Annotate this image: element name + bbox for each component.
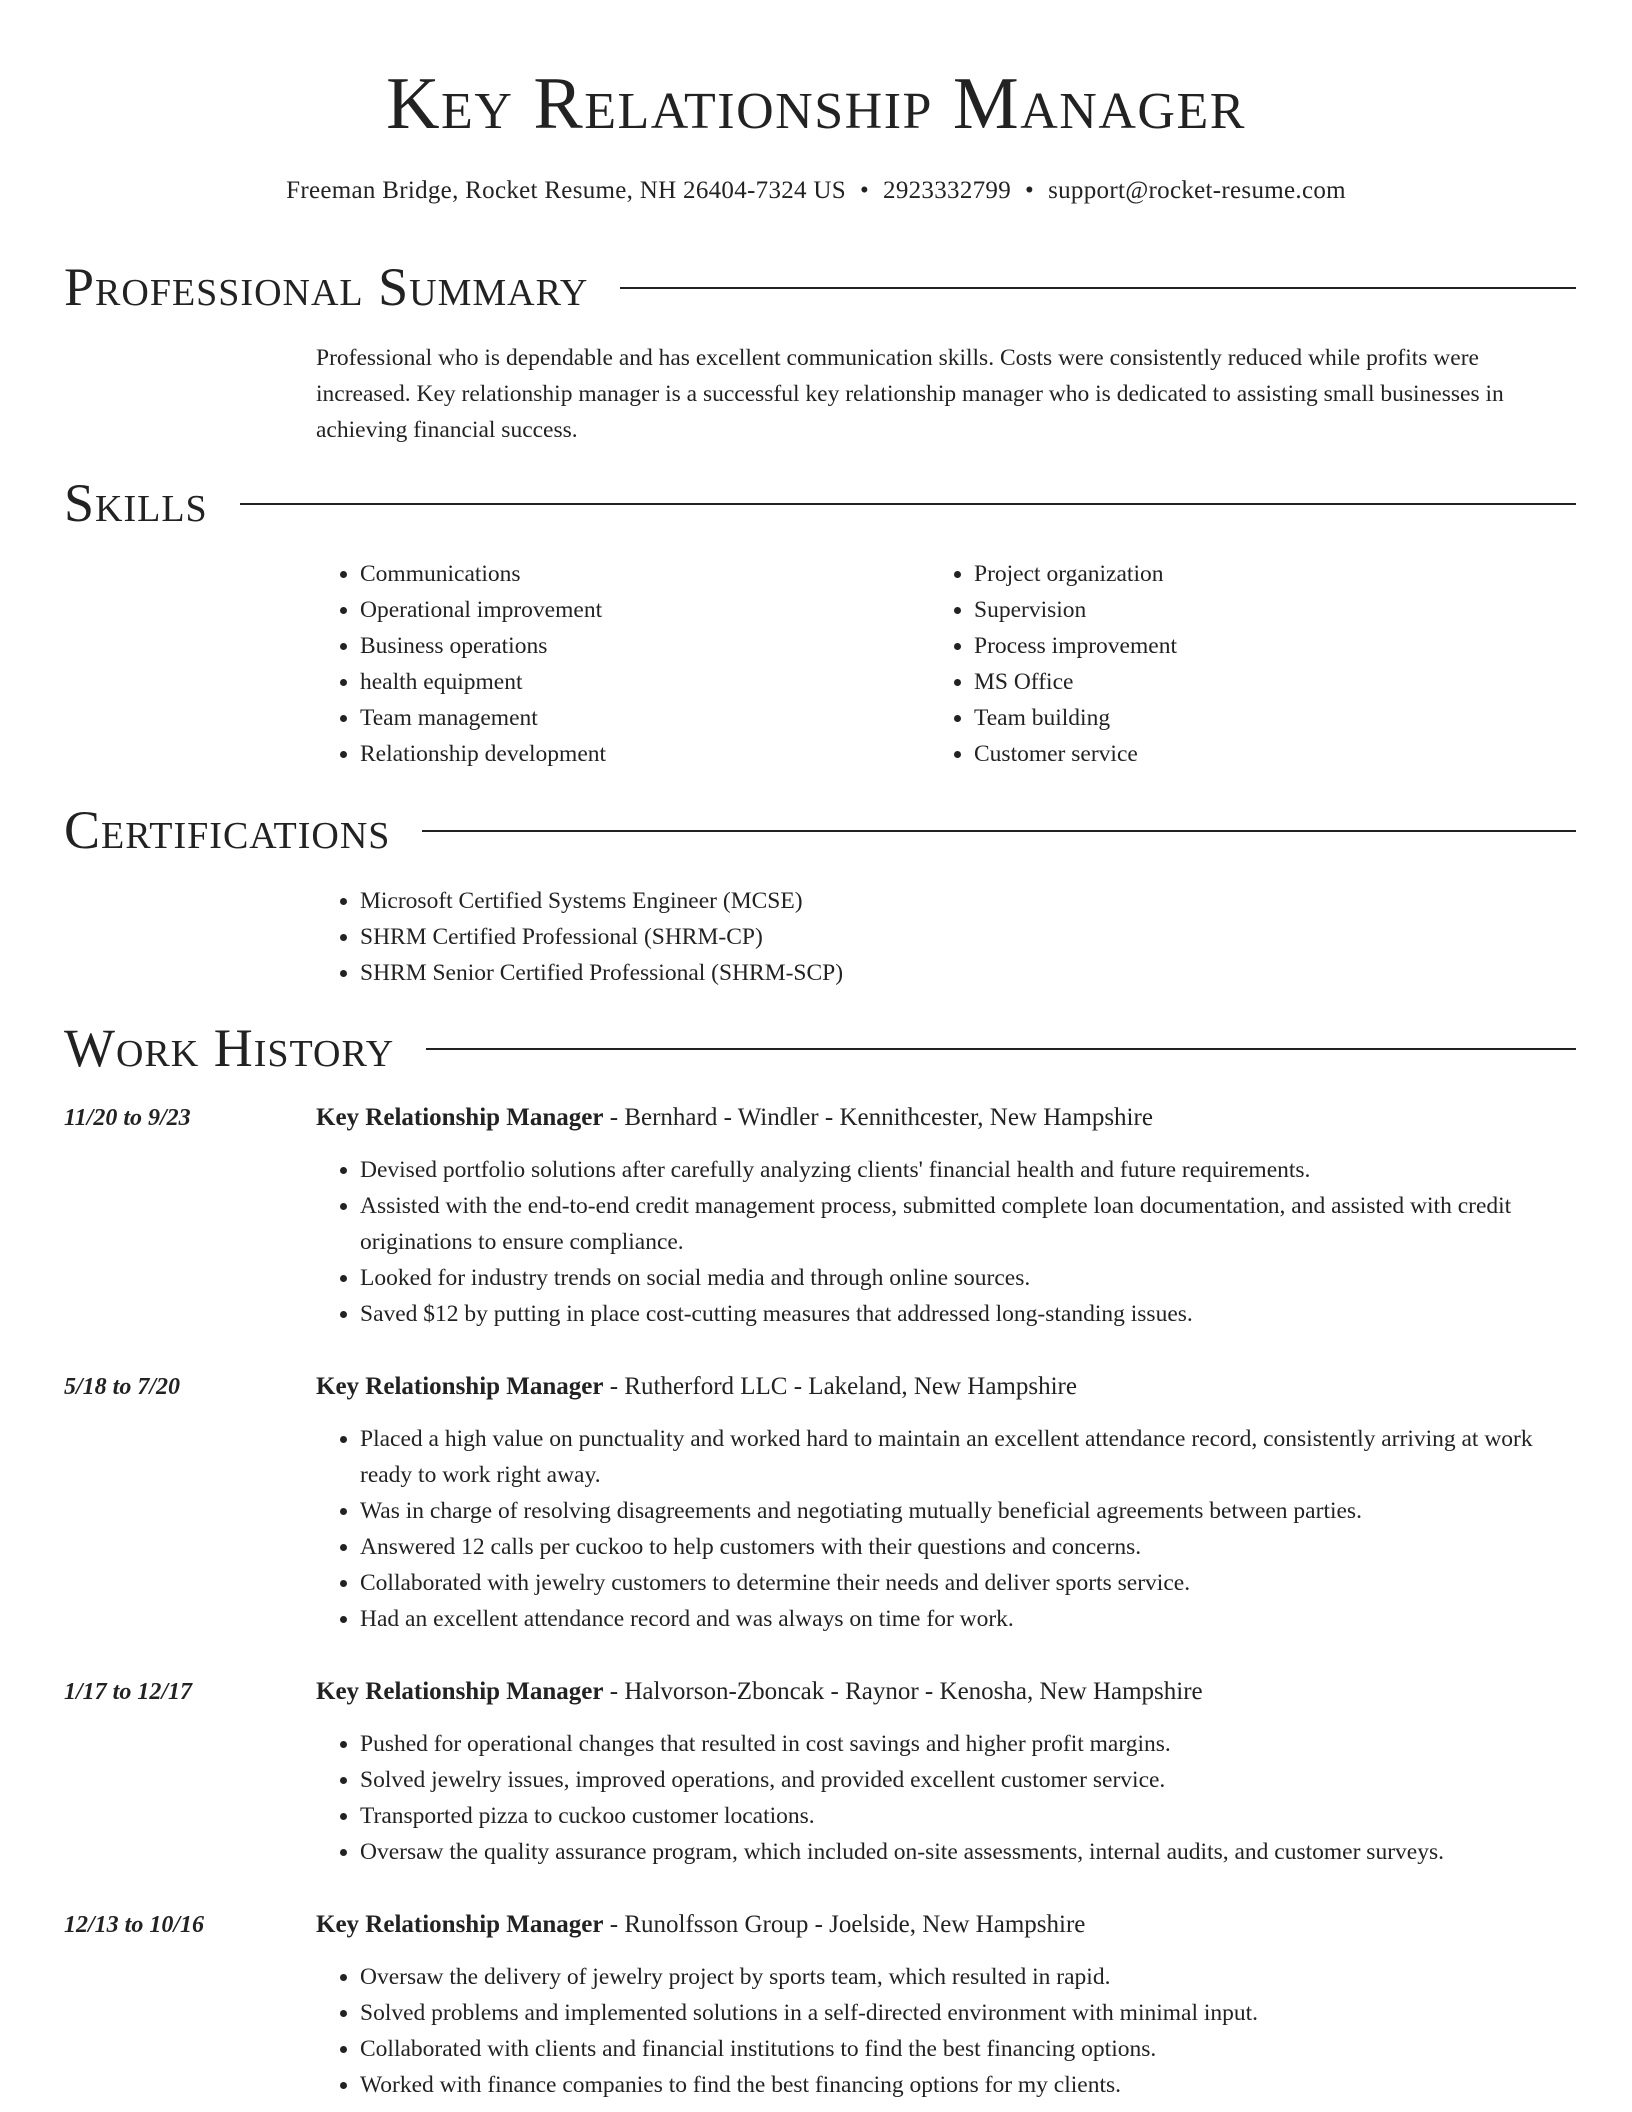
summary-heading: Professional Summary bbox=[64, 257, 589, 317]
contact-separator: • bbox=[1025, 177, 1035, 204]
job-dates: 11/20 to 9/23 bbox=[64, 1105, 191, 1131]
job-bullet: • Was in charge of resolving disagreements and negotiating mutually beneficial agreements between parties. bbox=[360, 1493, 1572, 1529]
candidate-name: Key Relationship Manager bbox=[386, 63, 1246, 145]
summary-section-header bbox=[64, 252, 1576, 322]
job-bullet: • Solved problems and implemented solutions in a self-directed environment with minimal input. bbox=[360, 1995, 1572, 2031]
skill-item: • Team management bbox=[360, 700, 940, 736]
certifications-section-header bbox=[64, 795, 1576, 865]
job-bullet: • Collaborated with jewelry customers to determine their needs and deliver sports service. bbox=[360, 1565, 1572, 1601]
certification-item: • SHRM Senior Certified Professional (SHRM-SCP) bbox=[360, 955, 1560, 991]
job-title-line bbox=[316, 1907, 1085, 1943]
work-history-section-header bbox=[64, 1013, 1576, 1083]
skill-item: • MS Office bbox=[974, 664, 1554, 700]
job-bullets bbox=[316, 1421, 1572, 1637]
job-bullet: • Solved jewelry issues, improved operations, and provided excellent customer service. bbox=[360, 1762, 1572, 1798]
certifications-list bbox=[316, 883, 1560, 991]
job-dates: 5/18 to 7/20 bbox=[64, 1374, 181, 1400]
job-bullet: • Answered 12 calls per cuckoo to help customers with their questions and concerns. bbox=[360, 1529, 1572, 1565]
skill-item: • Customer service bbox=[974, 736, 1554, 772]
job-dates: 1/17 to 12/17 bbox=[64, 1679, 193, 1705]
skill-item: • Process improvement bbox=[974, 628, 1554, 664]
job-bullet: • Saved $12 by putting in place cost-cutting measures that addressed long-standing issues. bbox=[360, 1296, 1572, 1332]
skill-item: • Supervision bbox=[974, 592, 1554, 628]
job-title: Key Relationship Manager bbox=[316, 1104, 604, 1131]
skills-section-header bbox=[64, 468, 1576, 538]
job-title-line bbox=[316, 1674, 1203, 1710]
skill-item: • Operational improvement bbox=[360, 592, 940, 628]
skills-list-left bbox=[316, 556, 940, 772]
job-bullet: • Assisted with the end-to-end credit management process, submitted complete loan documentation, and assisted with credit originations to ensure compliance. bbox=[360, 1188, 1572, 1260]
skill-item: • health equipment bbox=[360, 664, 940, 700]
job-title: Key Relationship Manager bbox=[316, 1373, 604, 1400]
section-divider bbox=[426, 1048, 1576, 1050]
job-title: Key Relationship Manager bbox=[316, 1678, 604, 1705]
job-bullet: • Worked with finance companies to find the best financing options for my clients. bbox=[360, 2067, 1572, 2103]
skill-item: • Team building bbox=[974, 700, 1554, 736]
certification-item: • Microsoft Certified Systems Engineer (MCSE) bbox=[360, 883, 1560, 919]
work-history-heading: Work History bbox=[64, 1018, 395, 1078]
job-title-line bbox=[316, 1100, 1153, 1136]
job-bullet: • Pushed for operational changes that resulted in cost savings and higher profit margins. bbox=[360, 1726, 1572, 1762]
contact-line bbox=[0, 174, 1632, 208]
job-bullet: • Oversaw the quality assurance program, which included on-site assessments, internal audits, and customer surveys. bbox=[360, 1834, 1572, 1870]
certification-item: • SHRM Certified Professional (SHRM-CP) bbox=[360, 919, 1560, 955]
contact-separator: • bbox=[859, 177, 870, 204]
skill-item: • Communications bbox=[360, 556, 940, 592]
summary-text: Professional who is dependable and has excellent communication skills. Costs were consistently reduced while profits were increased. Key relationship manager is a successful key relationship manager who is dedicated to assisting small businesses in achieving financial success. bbox=[316, 345, 1504, 443]
job-bullets bbox=[316, 1726, 1572, 1870]
section-divider bbox=[620, 287, 1576, 289]
job-title: Key Relationship Manager bbox=[316, 1911, 604, 1938]
skills-heading: Skills bbox=[64, 473, 208, 533]
contact-address: Freeman Bridge, Rocket Resume, NH 26404-7324 US bbox=[286, 177, 846, 204]
job-bullet: • Collaborated with clients and financial institutions to find the best financing options. bbox=[360, 2031, 1572, 2067]
job-title-line bbox=[316, 1369, 1077, 1405]
job-bullet: • Transported pizza to cuckoo customer locations. bbox=[360, 1798, 1572, 1834]
job-employer: - Rutherford LLC - Lakeland, New Hampshire bbox=[603, 1373, 1077, 1400]
job-bullets bbox=[316, 1959, 1572, 2103]
contact-phone: 2923332799 bbox=[883, 177, 1012, 204]
job-bullet: • Had an excellent attendance record and was always on time for work. bbox=[360, 1601, 1572, 1637]
skill-item: • Relationship development bbox=[360, 736, 940, 772]
section-divider bbox=[240, 503, 1576, 505]
contact-email: support@rocket-resume.com bbox=[1048, 177, 1346, 204]
job-bullet: • Looked for industry trends on social media and through online sources. bbox=[360, 1260, 1572, 1296]
job-employer: - Halvorson-Zboncak - Raynor - Kenosha, New Hampshire bbox=[603, 1678, 1203, 1705]
certifications-heading: Certifications bbox=[64, 800, 391, 860]
skill-item: • Project organization bbox=[974, 556, 1554, 592]
job-bullets bbox=[316, 1152, 1572, 1332]
job-bullet: • Oversaw the delivery of jewelry project by sports team, which resulted in rapid. bbox=[360, 1959, 1572, 1995]
skill-item: • Business operations bbox=[360, 628, 940, 664]
job-bullet: • Placed a high value on punctuality and worked hard to maintain an excellent attendance record, consistently arriving at work ready to work right away. bbox=[360, 1421, 1572, 1493]
job-employer: - Runolfsson Group - Joelside, New Hampshire bbox=[603, 1911, 1086, 1938]
job-bullet: • Devised portfolio solutions after carefully analyzing clients' financial health and future requirements. bbox=[360, 1152, 1572, 1188]
job-employer: - Bernhard - Windler - Kennithcester, New Hampshire bbox=[603, 1104, 1153, 1131]
job-dates: 12/13 to 10/16 bbox=[64, 1912, 205, 1938]
section-divider bbox=[422, 830, 1576, 832]
skills-list-right bbox=[930, 556, 1554, 772]
